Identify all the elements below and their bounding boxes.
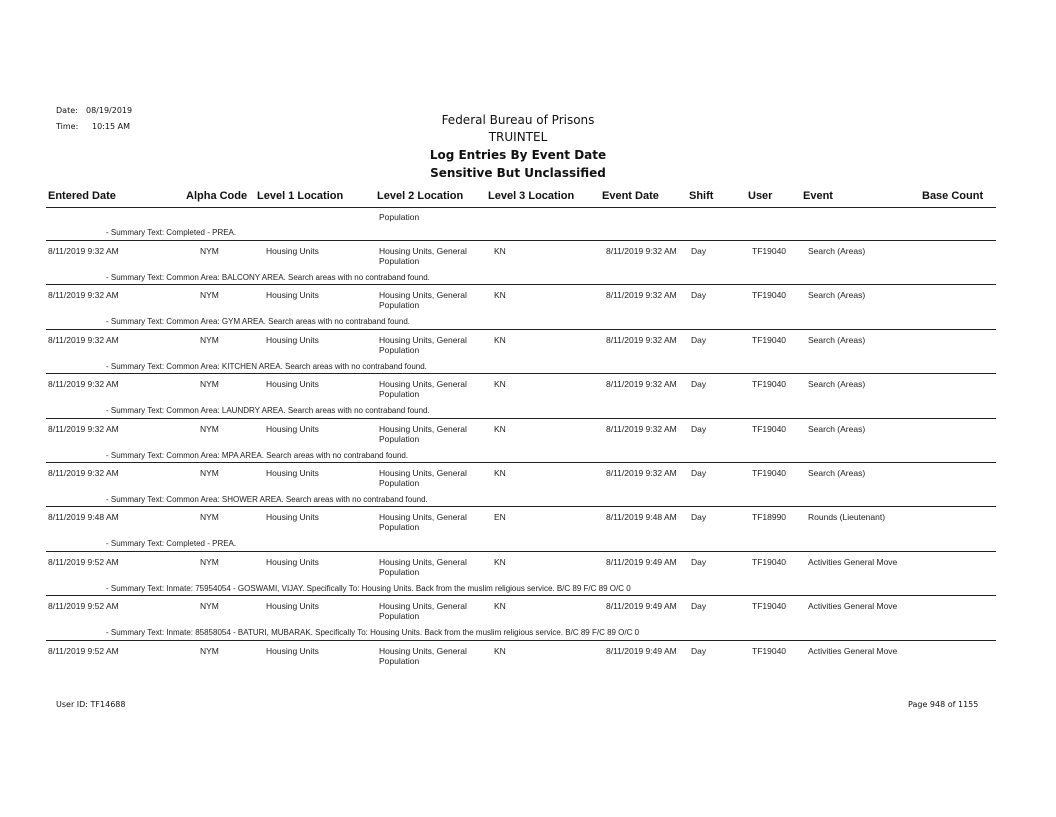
cell-entered-date: 8/11/2019 9:32 AM	[48, 334, 119, 345]
row-rule	[46, 640, 996, 641]
cell-level2: Housing Units, General Population	[379, 645, 467, 666]
row-rule	[46, 240, 996, 241]
cell-event: Search (Areas)	[808, 246, 866, 256]
col-event-date: Event Date	[602, 190, 659, 202]
carryover-summary: - Summary Text: Completed - PREA.	[106, 228, 237, 237]
cell-level2: Housing Units, General Population	[379, 290, 467, 311]
cell-level1: Housing Units	[266, 601, 319, 612]
cell-event: Search (Areas)	[808, 290, 866, 301]
cell-level1: Housing Units	[266, 645, 319, 656]
cell-event: Activities General Move	[808, 601, 898, 612]
cell-event-date: 8/11/2019 9:49 AM	[606, 601, 677, 612]
cell-event-date: 8/11/2019 9:49 AM	[606, 645, 677, 656]
col-entered-date: Entered Date	[48, 190, 116, 202]
cell-level2: Housing Units, General Population	[379, 512, 467, 533]
cell-alpha-code: NYM	[200, 512, 219, 523]
row-summary-text: - Summary Text: Inmate: 75954054 - GOSWAMI, VIJAY. Specifically To: Housing Units. Back from the muslim religious service. B/C 89 F/C 89 O/C 0	[106, 583, 631, 593]
cell-level1: Housing Units	[266, 556, 319, 567]
col-user: User	[748, 190, 773, 202]
cell-entered-date: 8/11/2019 9:52 AM	[48, 556, 119, 567]
cell-shift: Day	[691, 468, 707, 478]
cell-shift: Day	[691, 423, 707, 434]
cell-event-date: 8/11/2019 9:32 AM	[606, 290, 677, 301]
cell-user: TF19040	[752, 468, 787, 478]
cell-level2: Housing Units, General Population	[379, 601, 467, 622]
cell-user: TF19040	[752, 423, 787, 434]
cell-user: TF19040	[752, 290, 787, 301]
cell-level1: Housing Units	[266, 512, 319, 523]
row-summary-text: - Summary Text: Common Area: KITCHEN AREA. Search areas with no contraband found.	[106, 361, 427, 371]
cell-level3: KN	[494, 601, 506, 612]
footer-page-number: Page 948 of 1155	[908, 700, 979, 709]
cell-user: TF19040	[752, 379, 787, 390]
col-shift: Shift	[689, 190, 714, 202]
col-base-count: Base Count	[922, 190, 984, 202]
cell-user: TF19040	[752, 556, 787, 567]
cell-level3: KN	[494, 645, 506, 656]
row-summary-text: - Summary Text: Common Area: GYM AREA. Search areas with no contraband found.	[106, 317, 410, 327]
cell-level3: KN	[494, 468, 506, 478]
cell-entered-date: 8/11/2019 9:52 AM	[48, 645, 119, 656]
cell-level2: Housing Units, General Population	[379, 468, 467, 488]
row-summary-text: - Summary Text: Common Area: BALCONY AREA. Search areas with no contraband found.	[106, 273, 430, 282]
cell-level2: Housing Units, General Population	[379, 334, 467, 355]
cell-alpha-code: NYM	[200, 468, 219, 478]
header-rule	[46, 207, 996, 208]
footer-user-id: User ID: TF14688	[56, 700, 126, 709]
cell-alpha-code: NYM	[200, 601, 219, 612]
report-time: Time: 10:15 AM	[56, 122, 130, 131]
cell-level2: Housing Units, General Population	[379, 379, 467, 400]
cell-shift: Day	[691, 246, 707, 256]
row-summary-text: - Summary Text: Completed - PREA.	[106, 539, 237, 549]
cell-user: TF19040	[752, 601, 787, 612]
cell-level2: Housing Units, General Population	[379, 246, 467, 266]
cell-level3: KN	[494, 334, 506, 345]
classification-title: Sensitive But Unclassified	[430, 166, 606, 180]
cell-level3: KN	[494, 246, 506, 256]
row-rule	[46, 284, 996, 285]
carryover-level2: Population	[379, 212, 420, 222]
cell-level2: Housing Units, General Population	[379, 423, 467, 444]
cell-entered-date: 8/11/2019 9:32 AM	[48, 423, 119, 434]
system-title: TRUINTEL	[488, 130, 548, 144]
col-alpha-code: Alpha Code	[186, 190, 248, 202]
cell-event-date: 8/11/2019 9:32 AM	[606, 379, 677, 390]
cell-level1: Housing Units	[266, 246, 319, 256]
cell-shift: Day	[691, 556, 707, 567]
row-summary-text: - Summary Text: Common Area: MPA AREA. Search areas with no contraband found.	[106, 450, 409, 460]
cell-user: TF18990	[752, 512, 787, 523]
col-level1: Level 1 Location	[257, 190, 344, 202]
cell-level1: Housing Units	[266, 334, 319, 345]
cell-user: TF19040	[752, 645, 787, 656]
cell-level1: Housing Units	[266, 468, 319, 478]
cell-event: Rounds (Lieutenant)	[808, 512, 886, 523]
cell-event-date: 8/11/2019 9:32 AM	[606, 423, 677, 434]
row-rule	[46, 373, 996, 374]
row-summary-text: - Summary Text: Common Area: SHOWER AREA. Search areas with no contraband found.	[106, 495, 428, 504]
row-rule	[46, 462, 996, 463]
col-level2: Level 2 Location	[377, 190, 464, 202]
report-date: Date: 08/19/2019	[56, 106, 133, 115]
cell-event-date: 8/11/2019 9:48 AM	[606, 512, 677, 523]
cell-event: Activities General Move	[808, 645, 898, 656]
row-rule	[46, 551, 996, 552]
cell-event: Search (Areas)	[808, 468, 866, 478]
cell-level1: Housing Units	[266, 423, 319, 434]
cell-level3: EN	[494, 512, 506, 523]
cell-entered-date: 8/11/2019 9:32 AM	[48, 468, 119, 478]
cell-entered-date: 8/11/2019 9:32 AM	[48, 290, 119, 301]
cell-level1: Housing Units	[266, 379, 319, 390]
org-title: Federal Bureau of Prisons	[441, 113, 595, 127]
cell-level3: KN	[494, 556, 506, 567]
cell-event: Search (Areas)	[808, 423, 866, 434]
row-summary-text: - Summary Text: Common Area: LAUNDRY AREA. Search areas with no contraband found.	[106, 406, 430, 416]
cell-entered-date: 8/11/2019 9:52 AM	[48, 601, 119, 612]
cell-level2: Housing Units, General Population	[379, 556, 467, 577]
cell-alpha-code: NYM	[200, 334, 219, 345]
cell-shift: Day	[691, 334, 707, 345]
cell-shift: Day	[691, 601, 707, 612]
row-rule	[46, 418, 996, 419]
cell-alpha-code: NYM	[200, 645, 219, 656]
cell-shift: Day	[691, 379, 707, 390]
row-rule	[46, 506, 996, 507]
report-title: Log Entries By Event Date	[429, 148, 607, 162]
cell-alpha-code: NYM	[200, 556, 219, 567]
cell-event: Search (Areas)	[808, 334, 866, 345]
cell-user: TF19040	[752, 246, 787, 256]
cell-event-date: 8/11/2019 9:49 AM	[606, 556, 677, 567]
cell-level3: KN	[494, 290, 506, 301]
cell-level1: Housing Units	[266, 290, 319, 301]
cell-level3: KN	[494, 379, 506, 390]
cell-level3: KN	[494, 423, 506, 434]
cell-alpha-code: NYM	[200, 379, 219, 390]
cell-shift: Day	[691, 645, 707, 656]
row-rule	[46, 595, 996, 596]
cell-event-date: 8/11/2019 9:32 AM	[606, 334, 677, 345]
cell-entered-date: 8/11/2019 9:32 AM	[48, 246, 119, 256]
cell-alpha-code: NYM	[200, 246, 219, 256]
cell-shift: Day	[691, 512, 707, 523]
cell-entered-date: 8/11/2019 9:32 AM	[48, 379, 119, 390]
col-event: Event	[803, 190, 833, 202]
row-rule	[46, 329, 996, 330]
cell-alpha-code: NYM	[200, 290, 219, 301]
cell-shift: Day	[691, 290, 707, 301]
cell-event: Activities General Move	[808, 556, 898, 567]
cell-event: Search (Areas)	[808, 379, 866, 390]
cell-entered-date: 8/11/2019 9:48 AM	[48, 512, 119, 523]
cell-event-date: 8/11/2019 9:32 AM	[606, 468, 677, 478]
row-summary-text: - Summary Text: Inmate: 85858054 - BATURI, MUBARAK. Specifically To: Housing Units. Back from the muslim religious service. B/C 89 F/C 89 O/C 0	[106, 628, 640, 638]
cell-user: TF19040	[752, 334, 787, 345]
cell-event-date: 8/11/2019 9:32 AM	[606, 246, 677, 256]
cell-alpha-code: NYM	[200, 423, 219, 434]
col-level3: Level 3 Location	[488, 190, 575, 202]
